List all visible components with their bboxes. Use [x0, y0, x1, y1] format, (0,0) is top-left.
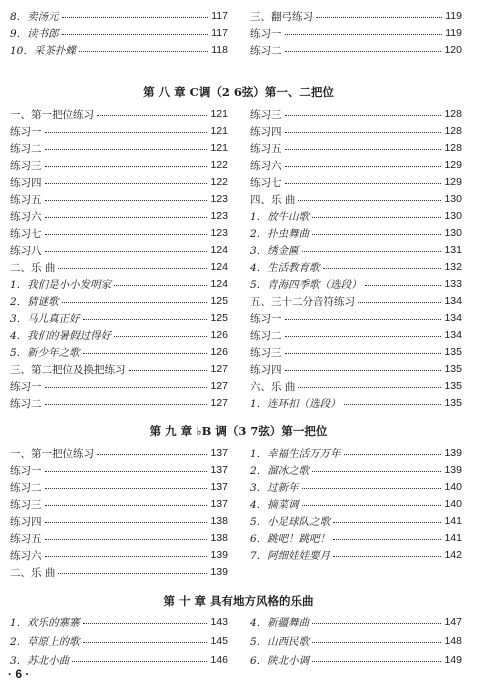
toc-entry: [250, 530, 462, 546]
toc-entry-title: 10．采茶扑蝶: [10, 44, 76, 57]
dot-leader: [45, 404, 208, 405]
dot-leader: [45, 522, 208, 523]
dot-leader: [97, 454, 207, 455]
toc-entry: [250, 652, 462, 668]
dot-leader: [312, 234, 441, 235]
toc-entry: [10, 157, 228, 173]
toc-entry-title: 四、乐 曲: [250, 193, 296, 206]
toc-entry-title: 3．马儿真正好: [10, 312, 80, 325]
toc-entry: [10, 42, 228, 58]
dot-leader: [114, 336, 207, 337]
toc-entry: [10, 614, 228, 630]
toc-entry: [250, 225, 462, 241]
dot-leader: [62, 17, 209, 18]
toc-entry: [10, 445, 228, 461]
toc-entry-title: 5．小足球队之歌: [250, 515, 331, 528]
toc-entry: [10, 293, 228, 309]
toc-entry-page: 137: [210, 481, 228, 493]
dot-leader: [323, 268, 442, 269]
toc-entry-title: 练习一: [10, 125, 42, 138]
toc-entry-title: 练习三: [10, 498, 42, 511]
toc-entry: [10, 225, 228, 241]
toc-entry: [10, 344, 228, 360]
dot-leader: [45, 251, 208, 252]
toc-entry: [10, 174, 228, 190]
dot-leader: [285, 132, 442, 133]
dot-leader: [83, 353, 208, 354]
toc-entry-page: 126: [210, 346, 228, 358]
toc-entry-title: 练习二: [250, 329, 282, 342]
toc-entry-page: 140: [444, 498, 462, 510]
toc-entry-title: 一、第一把位练习: [10, 447, 94, 460]
toc-entry-page: 124: [210, 278, 228, 290]
dot-leader: [79, 51, 208, 52]
toc-entry: [250, 378, 462, 394]
toc-entry: [10, 530, 228, 546]
dot-leader: [97, 115, 207, 116]
toc-entry-title: 6．陕北小调: [250, 654, 310, 667]
dot-leader: [285, 183, 442, 184]
toc-entry: [250, 395, 462, 411]
toc-entry: [10, 513, 228, 529]
toc-entry-title: 练习四: [250, 363, 282, 376]
toc-entry-page: 130: [444, 193, 462, 205]
dot-leader: [62, 34, 209, 35]
toc-entry-page: 124: [210, 261, 228, 273]
toc-entry: [250, 242, 462, 258]
toc-entry-title: 4．新疆舞曲: [250, 616, 310, 629]
toc-entry-title: 3．过新年: [250, 481, 299, 494]
dot-leader: [285, 115, 442, 116]
toc-entry-page: 122: [210, 159, 228, 171]
dot-leader: [45, 149, 208, 150]
toc-entry: [10, 242, 228, 258]
toc-entry-title: 练习一: [10, 380, 42, 393]
dot-leader: [45, 488, 208, 489]
toc-entry: [250, 361, 462, 377]
toc-entry-title: 练习一: [250, 27, 282, 40]
toc-entry-title: 练习三: [10, 159, 42, 172]
toc-entry-title: 练习二: [10, 397, 42, 410]
dot-leader: [45, 539, 208, 540]
dot-leader: [365, 285, 442, 286]
toc-entry: [250, 479, 462, 495]
dot-leader: [285, 336, 442, 337]
toc-entry-title: 三、第二把位及换把练习: [10, 363, 126, 376]
dot-leader: [45, 132, 208, 133]
toc-entry-page: 132: [444, 261, 462, 273]
toc-entry-title: 练习四: [250, 125, 282, 138]
dot-leader: [333, 539, 441, 540]
toc-entry-page: 124: [210, 244, 228, 256]
toc-entry: [10, 208, 228, 224]
dot-leader: [285, 51, 442, 52]
dot-leader: [72, 661, 207, 662]
chapter-9-title: 第 九 章 ♭B 调（3 7弦）第一把位: [149, 424, 328, 438]
toc-entry-page: 118: [211, 44, 228, 56]
toc-entry: [250, 462, 462, 478]
chapter-8-title: 第 八 章 C调（2 6弦）第一、二把位: [143, 85, 334, 99]
toc-entry: [250, 547, 462, 563]
dot-leader: [285, 353, 442, 354]
toc-entry-page: 129: [444, 159, 462, 171]
toc-entry-page: 135: [444, 346, 462, 358]
toc-entry-page: 137: [210, 447, 228, 459]
dot-leader: [302, 488, 442, 489]
toc-entry: [10, 395, 228, 411]
toc-entry: [250, 106, 462, 122]
toc-entry: [250, 191, 462, 207]
toc-entry-page: 128: [444, 125, 462, 137]
toc-entry: [10, 496, 228, 512]
toc-entry: [250, 293, 462, 309]
toc-entry-title: 六、乐 曲: [250, 380, 296, 393]
toc-entry: [10, 479, 228, 495]
toc-entry: [250, 208, 462, 224]
dot-leader: [58, 573, 207, 574]
toc-entry-title: 4．摘菜调: [250, 498, 299, 511]
dot-leader: [312, 471, 441, 472]
dot-leader: [333, 522, 441, 523]
toc-entry-page: 127: [210, 380, 228, 392]
toc-entry-page: 127: [210, 397, 228, 409]
toc-entry-page: 123: [210, 227, 228, 239]
toc-entry-page: 135: [444, 397, 462, 409]
toc-entry-title: 1．连环扣（选段）: [250, 397, 341, 410]
toc-entry: [10, 547, 228, 563]
toc-entry-page: 134: [444, 295, 462, 307]
toc-entry-page: 131: [444, 244, 462, 256]
dot-leader: [45, 217, 208, 218]
toc-entry-page: 135: [444, 380, 462, 392]
toc-entry-title: 1．我们是小小发明家: [10, 278, 112, 291]
dot-leader: [344, 454, 442, 455]
dot-leader: [129, 370, 208, 371]
toc-entry: [250, 42, 462, 58]
dot-leader: [83, 623, 208, 624]
dot-leader: [45, 505, 208, 506]
toc-entry-page: 128: [444, 142, 462, 154]
toc-entry-title: 练习六: [10, 210, 42, 223]
toc-entry: [250, 445, 462, 461]
toc-entry-page: 125: [210, 312, 228, 324]
toc-entry-page: 127: [210, 363, 228, 375]
toc-entry: [250, 123, 462, 139]
dot-leader: [114, 285, 207, 286]
toc-entry-page: 123: [210, 210, 228, 222]
toc-entry-page: 121: [210, 125, 228, 137]
toc-entry: [250, 8, 462, 24]
toc-entry-page: 123: [210, 193, 228, 205]
dot-leader: [285, 34, 443, 35]
dot-leader: [302, 251, 442, 252]
toc-entry: [10, 8, 228, 24]
toc-entry-page: 121: [210, 108, 228, 120]
dot-leader: [312, 623, 441, 624]
page-number: · 6 ·: [8, 667, 30, 681]
dot-leader: [285, 319, 442, 320]
dot-leader: [333, 556, 441, 557]
dot-leader: [358, 302, 441, 303]
dot-leader: [45, 556, 208, 557]
toc-entry-page: 125: [210, 295, 228, 307]
toc-entry-title: 练习六: [250, 159, 282, 172]
toc-entry-page: 141: [444, 515, 462, 527]
toc-entry: [10, 25, 228, 41]
toc-entry-title: 练习七: [10, 227, 42, 240]
dot-leader: [45, 166, 208, 167]
toc-entry-page: 143: [210, 616, 228, 628]
toc-entry-page: 141: [444, 532, 462, 544]
toc-entry-page: 117: [211, 27, 228, 39]
toc-entry: [250, 496, 462, 512]
dot-leader: [298, 200, 441, 201]
toc-entry-title: 5．新少年之歌: [10, 346, 80, 359]
toc-entry-title: 练习二: [10, 481, 42, 494]
toc-entry-page: 134: [444, 329, 462, 341]
dot-leader: [58, 268, 207, 269]
toc-entry: [10, 633, 228, 649]
toc-entry-page: 119: [445, 10, 462, 22]
toc-entry: [250, 140, 462, 156]
toc-entry-title: 2．猜谜歌: [10, 295, 59, 308]
toc-entry-title: 7．阿细娃娃要月: [250, 549, 331, 562]
toc-entry-page: 133: [444, 278, 462, 290]
toc-entry-title: 8．卖汤元: [10, 10, 59, 23]
dot-leader: [302, 505, 442, 506]
toc-entry: [250, 276, 462, 292]
toc-entry-title: 练习八: [10, 244, 42, 257]
toc-entry-page: 146: [210, 654, 228, 666]
toc-entry: [250, 633, 462, 649]
toc-entry: [250, 513, 462, 529]
toc-entry: [10, 361, 228, 377]
toc-entry-page: 135: [444, 363, 462, 375]
toc-entry-page: 120: [444, 44, 462, 56]
toc-entry: [10, 140, 228, 156]
toc-entry-title: 练习一: [250, 312, 282, 325]
toc-entry-title: 6．跳吧！跳吧！: [250, 532, 331, 545]
toc-entry: [10, 378, 228, 394]
toc-entry-page: 140: [444, 481, 462, 493]
toc-entry-title: 5．山西民歌: [250, 635, 310, 648]
toc-entry-page: 137: [210, 498, 228, 510]
toc-entry-title: 练习五: [10, 193, 42, 206]
toc-entry: [250, 25, 462, 41]
toc-entry-page: 142: [444, 549, 462, 561]
toc-entry-title: 1．放牛山歌: [250, 210, 310, 223]
toc-entry: [250, 327, 462, 343]
toc-entry-page: 149: [444, 654, 462, 666]
toc-entry-title: 练习四: [10, 515, 42, 528]
toc-entry: [10, 276, 228, 292]
toc-entry-title: 练习三: [250, 346, 282, 359]
toc-entry: [10, 327, 228, 343]
toc-entry: [10, 462, 228, 478]
toc-entry-title: 一、第一把位练习: [10, 108, 94, 121]
toc-entry: [10, 310, 228, 326]
toc-entry: [250, 614, 462, 630]
dot-leader: [312, 217, 441, 218]
toc-entry-page: 128: [444, 108, 462, 120]
dot-leader: [312, 642, 441, 643]
toc-entry-page: 139: [210, 549, 228, 561]
toc-entry-title: 4．生活教育歌: [250, 261, 320, 274]
toc-entry-title: 练习五: [10, 532, 42, 545]
dot-leader: [285, 149, 442, 150]
toc-entry-title: 练习三: [250, 108, 282, 121]
toc-entry: [10, 106, 228, 122]
dot-leader: [45, 387, 208, 388]
dot-leader: [285, 166, 442, 167]
toc-entry: [250, 174, 462, 190]
toc-entry-title: 练习七: [250, 176, 282, 189]
toc-entry-title: 练习一: [10, 464, 42, 477]
dot-leader: [83, 642, 208, 643]
toc-entry-page: 117: [211, 10, 228, 22]
toc-entry: [10, 652, 228, 668]
toc-entry-title: 三、翻弓练习: [250, 10, 313, 23]
chapter-10-title: 第 十 章 具有地方风格的乐曲: [163, 594, 314, 608]
toc-entry-title: 1．幸福生活万万年: [250, 447, 341, 460]
toc-entry-title: 3．绣金匾: [250, 244, 299, 257]
toc-entry-title: 2．扑虫舞曲: [250, 227, 310, 240]
toc-entry-title: 2．草原上的歌: [10, 635, 80, 648]
toc-entry-page: 130: [444, 227, 462, 239]
toc-entry-title: 二、乐 曲: [10, 261, 56, 274]
toc-entry-title: 1．欢乐的寨寨: [10, 616, 80, 629]
dot-leader: [83, 319, 208, 320]
toc-entry-page: 122: [210, 176, 228, 188]
toc-entry-page: 138: [210, 532, 228, 544]
dot-leader: [285, 370, 442, 371]
toc-entry-title: 练习二: [10, 142, 42, 155]
toc-entry: [10, 123, 228, 139]
toc-entry-page: 138: [210, 515, 228, 527]
toc-entry-page: 119: [445, 27, 462, 39]
toc-entry-title: 3．苏北小曲: [10, 654, 70, 667]
toc-entry-page: 129: [444, 176, 462, 188]
toc-entry-title: 9．读书郎: [10, 27, 59, 40]
toc-entry-page: 139: [444, 464, 462, 476]
toc-entry-page: 139: [210, 566, 228, 578]
toc-entry: [250, 310, 462, 326]
dot-leader: [45, 471, 208, 472]
dot-leader: [316, 17, 442, 18]
toc-entry: [10, 564, 228, 580]
dot-leader: [45, 234, 208, 235]
dot-leader: [45, 200, 208, 201]
toc-entry-page: 139: [444, 447, 462, 459]
toc-entry: [250, 157, 462, 173]
toc-entry-page: 126: [210, 329, 228, 341]
toc-entry: [10, 259, 228, 275]
toc-entry-title: 练习六: [10, 549, 42, 562]
toc-entry-page: 137: [210, 464, 228, 476]
toc-entry-title: 练习二: [250, 44, 282, 57]
toc-entry-title: 4．我们的暑假过得好: [10, 329, 112, 342]
toc-entry-page: 148: [444, 635, 462, 647]
toc-entry: [250, 259, 462, 275]
toc-entry-title: 练习五: [250, 142, 282, 155]
dot-leader: [344, 404, 442, 405]
dot-leader: [62, 302, 208, 303]
toc-entry-title: 5．青海四季歌（选段）: [250, 278, 362, 291]
toc-entry-page: 130: [444, 210, 462, 222]
dot-leader: [312, 661, 441, 662]
toc-entry-title: 二、乐 曲: [10, 566, 56, 579]
toc-entry-title: 练习四: [10, 176, 42, 189]
toc-entry-title: 五、三十二分音符练习: [250, 295, 355, 308]
dot-leader: [45, 183, 208, 184]
dot-leader: [298, 387, 441, 388]
toc-entry: [250, 344, 462, 360]
toc-entry-page: 147: [444, 616, 462, 628]
toc-entry: [10, 191, 228, 207]
toc-entry-page: 121: [210, 142, 228, 154]
toc-entry-page: 134: [444, 312, 462, 324]
toc-entry-page: 145: [210, 635, 228, 647]
toc-entry-title: 2．溜冰之歌: [250, 464, 310, 477]
